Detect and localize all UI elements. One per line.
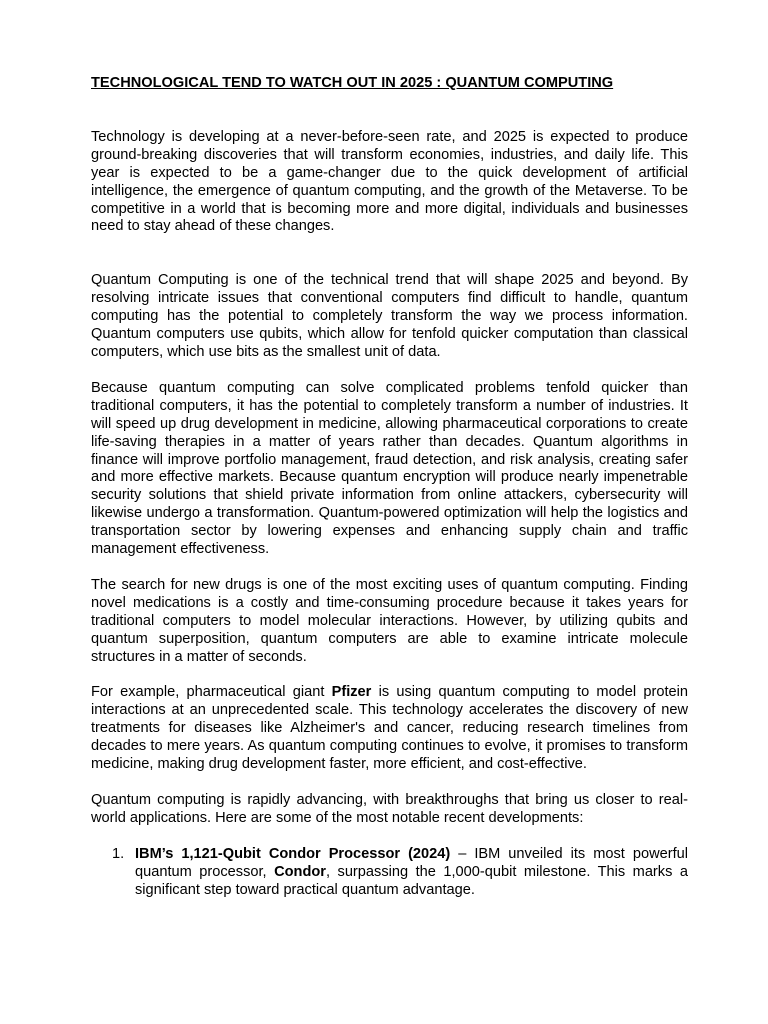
- document-title: TECHNOLOGICAL TEND TO WATCH OUT IN 2025 : QUANTUM COMPUTING: [91, 75, 614, 91]
- list-item-bold-title: IBM’s 1,121-Qubit Condor Processor (2024): [135, 845, 451, 862]
- list-item-bold-name: Condor: [274, 863, 326, 880]
- document-page: [91, 75, 688, 900]
- list-item-text: [115, 846, 688, 900]
- developments-intro-paragraph: Quantum computing is rapidly advancing, with breakthroughs that bring us closer to real-world applications. Here are some of the most notable recent developments:: [91, 792, 688, 826]
- list-item-text-1: – IBM unveiled its most powerful quantum processor,: [135, 845, 688, 880]
- list-item: [91, 846, 688, 900]
- pfizer-bold: Pfizer: [331, 684, 372, 701]
- drug-discovery-paragraph: The search for new drugs is one of the most exciting uses of quantum computing. Finding novel medications is a costly and time-consuming procedure because it takes years for traditional computers to model molecular interactions. However, by utilizing qubits and quantum superposition, quantum computers are able to examine intricate molecule structures in a matter of seconds.: [91, 576, 688, 665]
- developments-list: [91, 846, 688, 900]
- intro-paragraph: Technology is developing at a never-before-seen rate, and 2025 is expected to produce ground-breaking discoveries that will transform economies, industries, and daily life. This year is expected to be a game-changer due to the quick development of artificial intelligence, the emergence of quantum computing, and the growth of the Metaverse. To be competitive in a world that is becoming more and more digital, individuals and businesses need to stay ahead of these changes.: [91, 128, 688, 235]
- pfizer-paragraph: [91, 684, 688, 774]
- pfizer-paragraph-before: For example, pharmaceutical giant: [91, 684, 332, 701]
- quantum-computing-paragraph: Quantum Computing is one of the technical trend that will shape 2025 and beyond. By resolving intricate issues that conventional computers find difficult to handle, quantum computing has the potential to completely transform the way we process information. Quantum computers use qubits, which allow for tenfold quicker computation than classical computers, which use bits as the smallest unit of data.: [91, 272, 688, 360]
- pfizer-paragraph-after: is using quantum computing to model protein interactions at an unprecedented scale. This technology accelerates the discovery of new treatments for diseases like Alzheimer's and cancer, reducing research timelines from decades to mere years. As quantum computing continues to evolve, it promises to transform medicine, making drug development faster, more efficient, and cost-effective.: [91, 684, 688, 773]
- list-item-text-2: , surpassing the 1,000-qubit milestone. This marks a significant step toward practical quantum advantage.: [135, 863, 688, 898]
- industries-paragraph: Because quantum computing can solve complicated problems tenfold quicker than traditional computers, it has the potential to completely transform a number of industries. It will speed up drug development in medicine, allowing pharmaceutical corporations to create life-saving therapies in a matter of years rather than decades. Quantum algorithms in finance will improve portfolio management, fraud detection, and risk analysis, creating safer and more effective markets. Because quantum encryption will produce nearly impenetrable security solutions that shield private information from online attackers, cybersecurity will likewise undergo a transformation. Quantum-powered optimization will help the logistics and transportation sector by lowering expenses and enhancing supply chain and traffic management effectiveness.: [91, 379, 688, 558]
- list-item-number: 1.: [112, 845, 125, 862]
